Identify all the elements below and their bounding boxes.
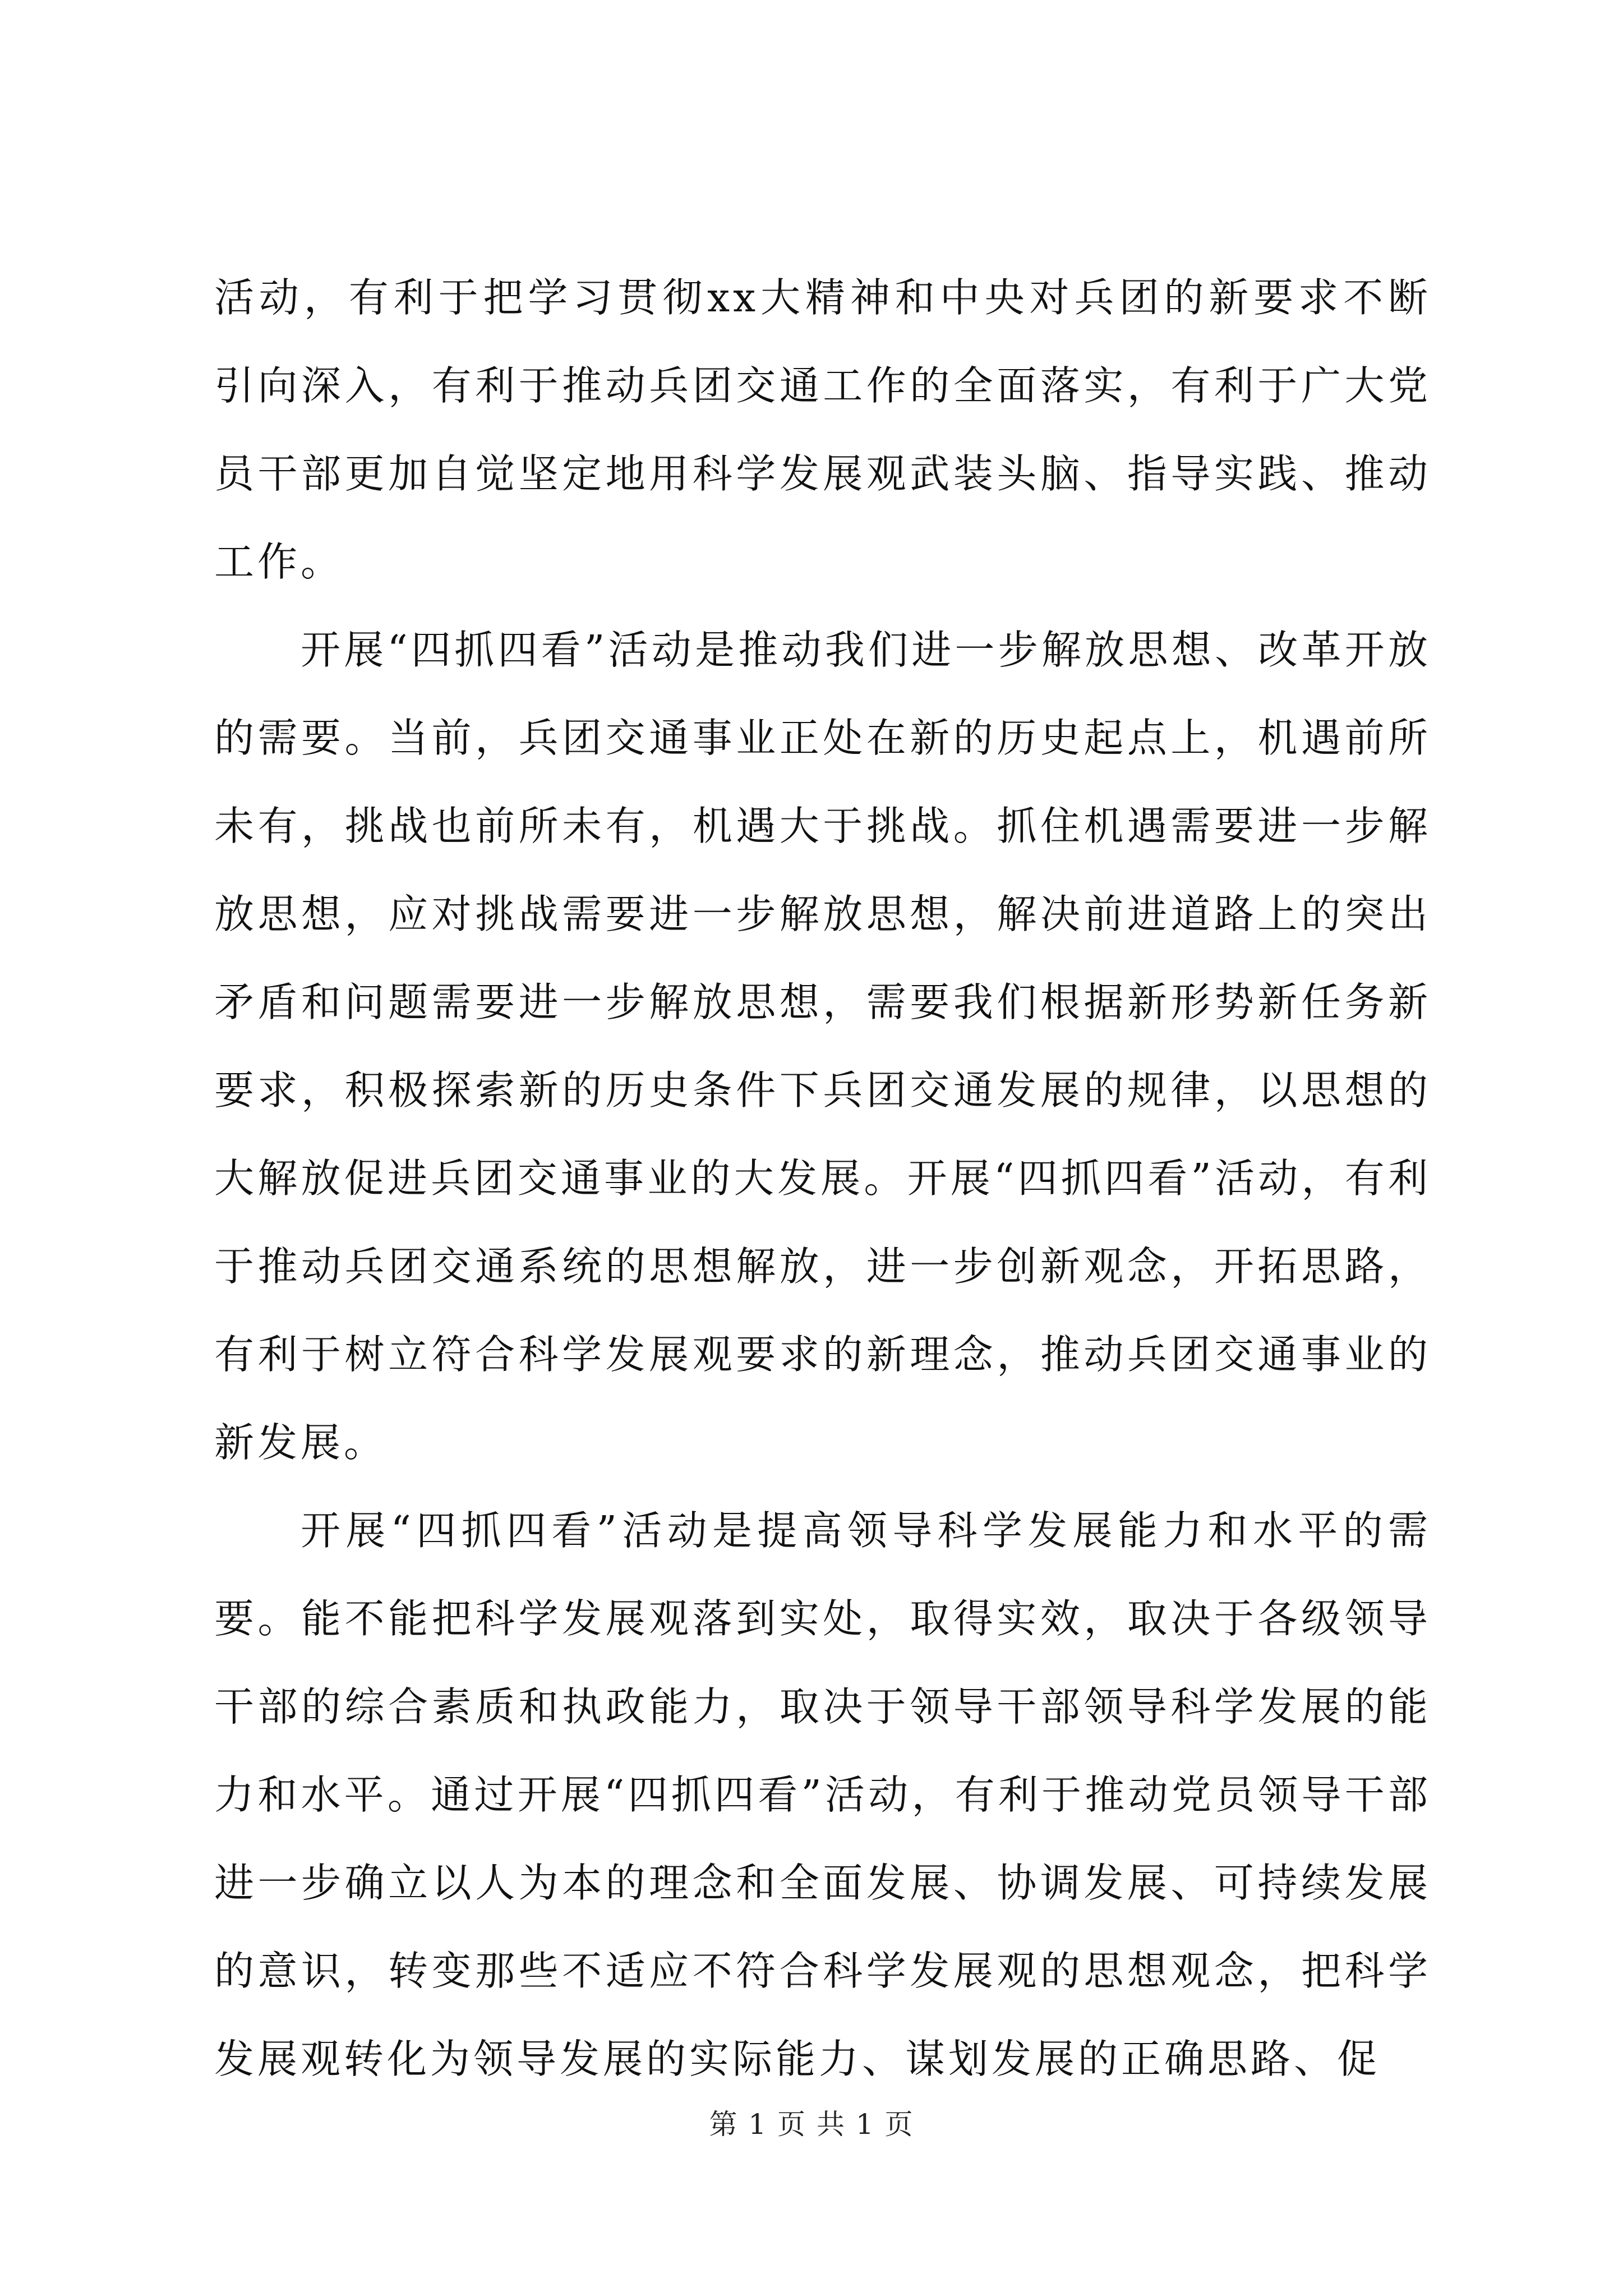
paragraph-2: 开展“四抓四看”活动是推动我们进一步解放思想、改革开放的需要。当前，兵团交通事业正处在新的历史起点上，机遇前所未有，挑战也前所未有，机遇大于挑战。抓住机遇需要进一步解放思想，应对挑战需要进一步解放思想，解决前进道路上的突出矛盾和问题需要进一步解放思想，需要我们根据新形势新任务新要求，积极探索新的历史条件下兵团交通发展的规律，以思想的大解放促进兵团交通事业的大发展。开展“四抓四看”活动，有利于推动兵团交通系统的思想解放，进一步创新观念，开拓思路，有利于树立符合科学发展观要求的新理念，推动兵团交通事业的新发展。 (214, 627, 1431, 1466)
document-body (214, 254, 1431, 2103)
paragraph-1: 活动，有利于把学习贯彻xx大精神和中央对兵团的新要求不断引向深入，有利于推动兵团交通工作的全面落实，有利于广大党员干部更加自觉坚定地用科学发展观武装头脑、指导实践、推动工作。 (214, 274, 1431, 585)
paragraph-3: 开展“四抓四看”活动是提高领导科学发展能力和水平的需要。能不能把科学发展观落到实处，取得实效，取决于各级领导干部的综合素质和执政能力，取决于领导干部领导科学发展的能力和水平。通过开展“四抓四看”活动，有利于推动党员领导干部进一步确立以人为本的理念和全面发展、协调发展、可持续发展的意识，转变那些不适应不符合科学发展观的思想观念，把科学发展观转化为领导发展的实际能力、谋划发展的正确思路、促 (214, 1507, 1431, 2082)
page-footer: 第 1 页 共 1 页 (709, 2108, 914, 2141)
